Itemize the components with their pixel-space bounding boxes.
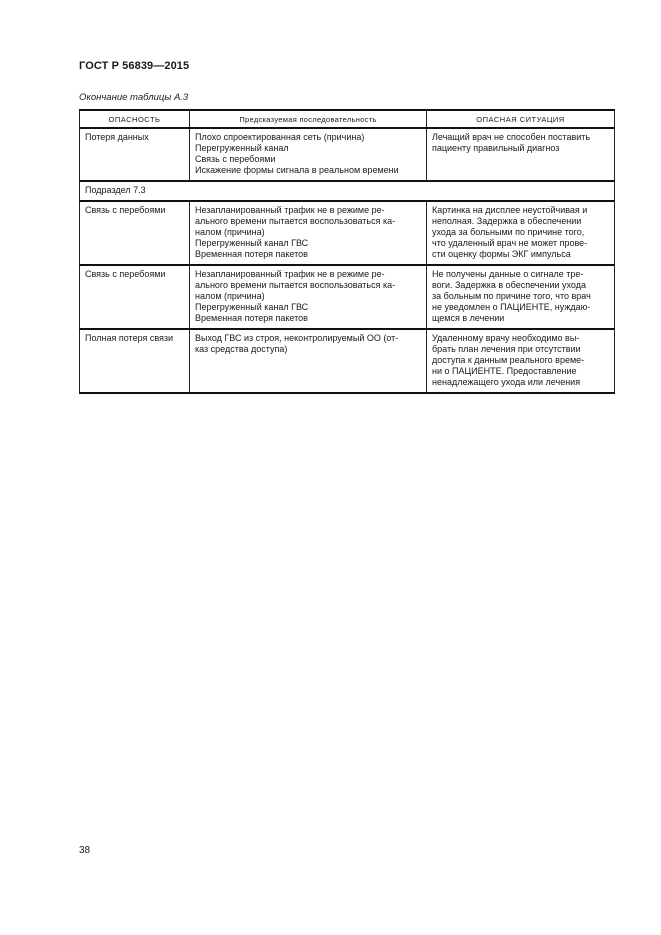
situation-line: ухода за больными по причине того, — [432, 227, 585, 237]
sequence-line: Незапланированный трафик не в режиме ре- — [195, 205, 385, 215]
hazard-cell: Потеря данных — [80, 128, 190, 181]
sequence-line: Временная потеря пакетов — [195, 313, 308, 323]
sequence-line: налом (причина) — [195, 227, 265, 237]
column-header-situation: ОПАСНАЯ СИТУАЦИЯ — [427, 110, 615, 128]
situation-line: ни о ПАЦИЕНТЕ. Предоставление — [432, 366, 577, 376]
table-header-row — [80, 110, 615, 128]
sequence-cell — [190, 128, 427, 181]
sequence-line: Плохо спроектированная сеть (причина) — [195, 132, 365, 142]
hazard-cell: Полная потеря связи — [80, 329, 190, 393]
table-row — [80, 265, 615, 329]
situation-line: брать план лечения при отсутствии — [432, 344, 581, 354]
sequence-cell — [190, 329, 427, 393]
situation-line: Картинка на дисплее неустойчивая и — [432, 205, 588, 215]
table-row — [80, 128, 615, 181]
table-row — [80, 329, 615, 393]
sequence-line: Перегруженный канал — [195, 143, 289, 153]
situation-line: за больным по причине того, что врач — [432, 291, 591, 301]
situation-cell — [427, 128, 615, 181]
sequence-cell — [190, 201, 427, 265]
sequence-line: ального времени пытается воспользоваться ка- — [195, 216, 396, 226]
situation-line: доступа к данным реального време- — [432, 355, 585, 365]
sequence-line: Связь с перебоями — [195, 154, 276, 164]
situation-line: воги. Задержка в обеспечении ухода — [432, 280, 586, 290]
sequence-line: ального времени пытается воспользоваться ка- — [195, 280, 396, 290]
sequence-cell — [190, 265, 427, 329]
sequence-line: Искажение формы сигнала в реальном времени — [195, 165, 399, 175]
subsection-label: Подраздел 7.3 — [80, 181, 615, 201]
subsection-row — [80, 181, 615, 201]
column-header-sequence: Предсказуемая последовательность — [190, 110, 427, 128]
situation-line: Не получены данные о сигнале тре- — [432, 269, 584, 279]
sequence-line: Незапланированный трафик не в режиме ре- — [195, 269, 385, 279]
sequence-line: Перегруженный канал ГВС — [195, 238, 309, 248]
hazard-cell: Связь с перебоями — [80, 265, 190, 329]
sequence-line: Временная потеря пакетов — [195, 249, 308, 259]
situation-line: неполная. Задержка в обеспечении — [432, 216, 582, 226]
table-caption: Окончание таблицы А.3 — [79, 92, 189, 103]
situation-cell — [427, 329, 615, 393]
situation-line: не уведомлен о ПАЦИЕНТЕ, нуждаю- — [432, 302, 591, 312]
situation-line: что удаленный врач не может прове- — [432, 238, 588, 248]
sequence-line: налом (причина) — [195, 291, 265, 301]
situation-line: Удаленному врачу необходимо вы- — [432, 333, 580, 343]
situation-line: ненадлежащего ухода или лечения — [432, 377, 581, 387]
document-header: ГОСТ Р 56839—2015 — [79, 60, 190, 72]
situation-line: щемся в лечении — [432, 313, 505, 323]
hazard-cell: Связь с перебоями — [80, 201, 190, 265]
situation-line: пациенту правильный диагноз — [432, 143, 560, 153]
column-header-hazard: ОПАСНОСТЬ — [80, 110, 190, 128]
sequence-line: каз средства доступа) — [195, 344, 288, 354]
hazard-table — [79, 109, 615, 394]
page-number: 38 — [79, 845, 91, 856]
sequence-line: Выход ГВС из строя, неконтролируемый ОО (от- — [195, 333, 399, 343]
situation-line: Лечащий врач не способен поставить — [432, 132, 591, 142]
sequence-line: Перегруженный канал ГВС — [195, 302, 309, 312]
situation-cell — [427, 265, 615, 329]
situation-cell — [427, 201, 615, 265]
table-row — [80, 201, 615, 265]
situation-line: сти оценку формы ЭКГ импульса — [432, 249, 571, 259]
